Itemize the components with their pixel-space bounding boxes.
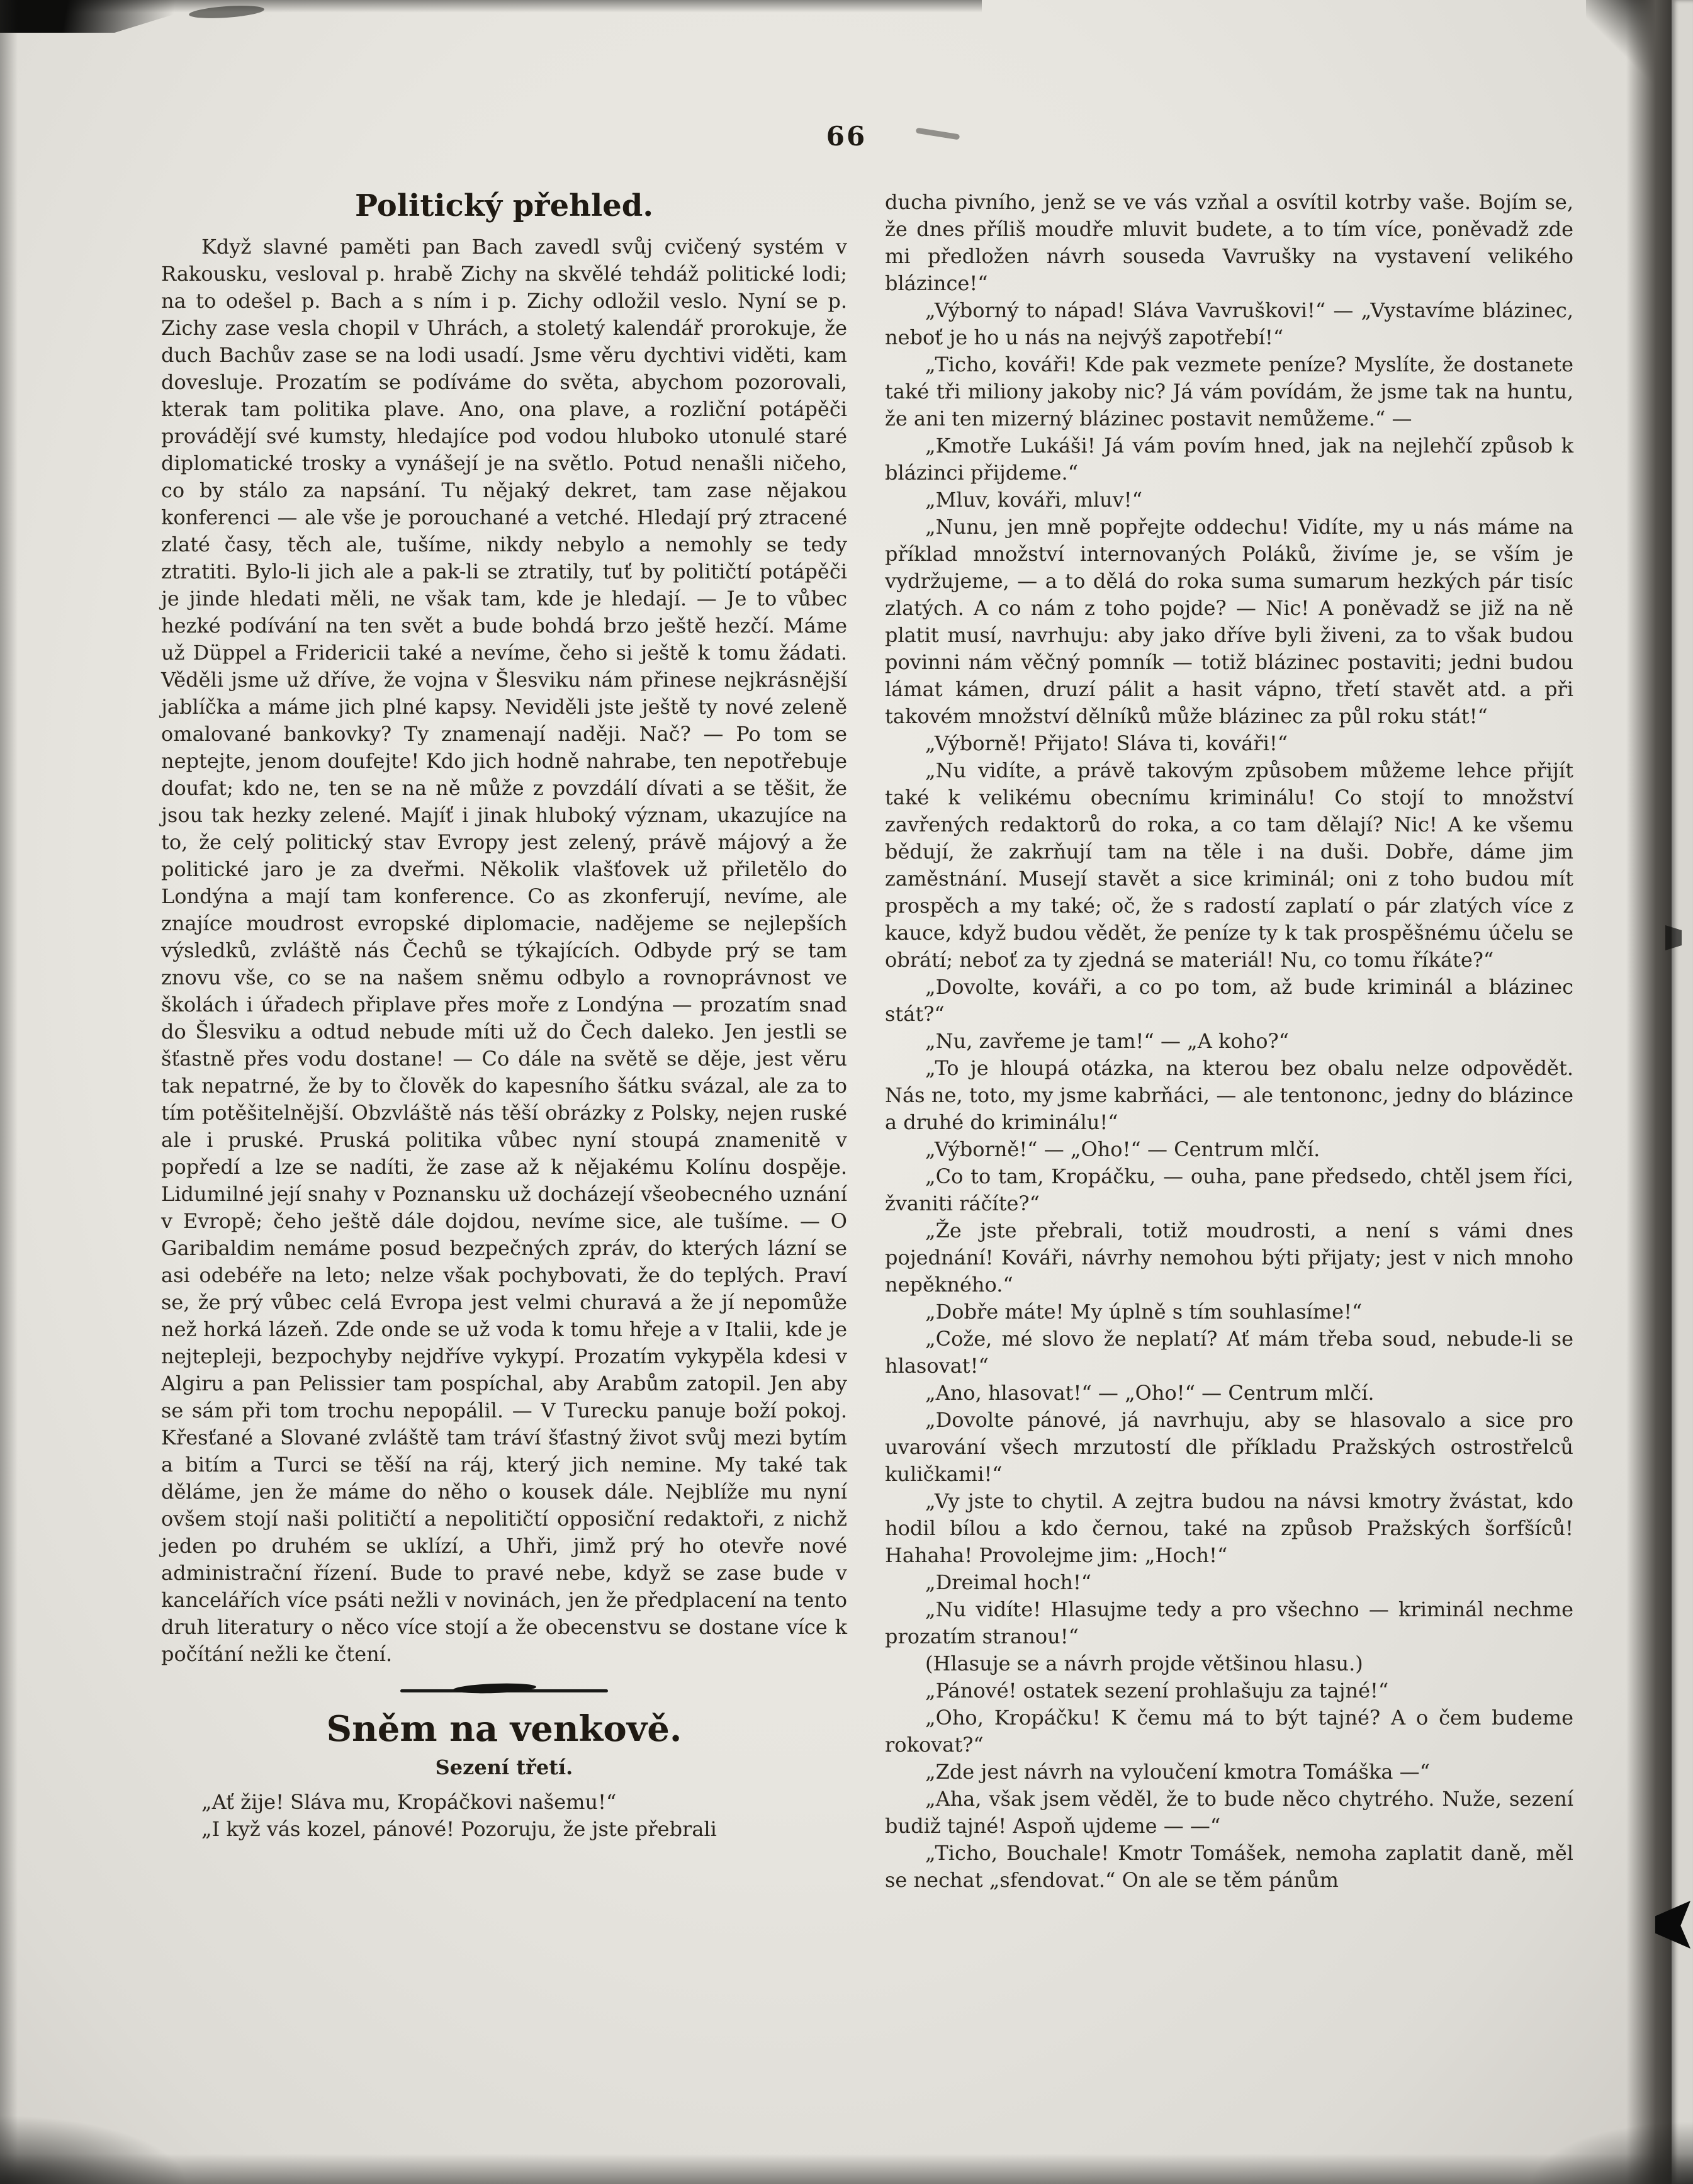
dialogue-line: „Dobře máte! My úplně s tím souhlasíme!“ (925, 1300, 1363, 1324)
dialogue-line: „Ticho, Bouchale! Kmotr Tomášek, nemoha zaplatit daně, měl se nechat „sfendovat.“ On ale se těm pánům (885, 1841, 1573, 1892)
article2-title: Sněm na venkově. (326, 1708, 682, 1750)
dialogue-line: „Zde jest návrh na vyloučení kmotra Tomáška —“ (925, 1760, 1430, 1784)
dialogue-line: „I kyž vás kozel, pánové! Pozoruju, že jste přebrali (201, 1816, 717, 1841)
article2-subtitle: Sezení třetí. (435, 1755, 573, 1779)
dialogue-line: „Nu vidíte, a právě takovým způsobem můžeme lehce přijít také k velikému obecnímu kriminálu! Co stojí to množství zavřených redaktorů do roka, a co tam dělají? Nic! A ke všemu bědují, že zakrňují tam na těle i na duši. Dobře, dáme jim zaměstnání. Musejí stavět a sice kriminál; oni z toho budou mít prospěch a my také; oč, že s radostí zaplatí o pár zlatých více z kauce, když budou vědět, že peníze ty k tak prospěšnému účelu se obrátí; neboť za ty zjedná se materiál! Nu, co tomu říkáte?“ (885, 758, 1573, 972)
dialogue-line: „Ticho, kováři! Kde pak vezmete peníze? Myslíte, že dostanete také tři miliony jakoby nic? Já vám povídám, že jsme tak na huntu, že ani ten mizerný blázinec postavit nemůžeme.“ — (885, 352, 1573, 431)
page-edge-shadow-bottom (0, 2154, 1693, 2184)
article-body: Když slavné paměti pan Bach zavedl svůj cvičený systém v Rakousku, vesloval p. hrabě Zichy na skvělé tehdáž politické lodi; na to odešel p. Bach a s ním i p. Zichy odložil veslo. Nyní se p. Zichy zase vesla chopil v Uhrách, a stoletý kalendář prorokuje, že duch Bachův zase se na lodi usadí. Jsme věru dychtivi viděti, kam dovesluje. Prozatím se podíváme do světa, abychom pozorovali, kterak tam politika plave. Ano, ona plave, a rozliční potápěči provádějí své kumsty, hledajíce pod vodou hluboko utonulé staré diplomatické trosky a vynášejí je na světlo. Potud nenašli ničeho, co by stálo za napsání. Tu nějaký dekret, tam zase nějakou konferenci — ale vše je porouchané a vetché. Hledají prý ztracené zlaté časy, těch ale, tušíme, nikdy nebylo a nemohly se tedy ztratiti. Bylo-li jich ale a pak-li se ztratily, tuť by političtí potápěči je jinde hledati měli, ne však tam, kde je hledají. — Je to vůbec hezké podívání na ten svět a bude bohdá brzo ještě hezčí. Máme už Düppel a Fridericii také a nevíme, čeho si ještě k tomu žádati. Věděli jsme už dříve, že vojna v Šlesviku nám přinese nejkrásnější jablíčka a máme jich plné kapsy. Neviděli jste ještě ty nové zeleně omalované bankovky? Ty znamenají naději. Nač? — Po tom se neptejte, jenom doufejte! Kdo jich hodně nahrabe, ten nepotřebuje doufat; kdo ne, ten se na ně může z povzdálí dívati a se těšit, že jsou tak hezky zelené. Majíť i jinak hluboký význam, ukazujíce na to, že celý politický stav Evropy jest zelený, právě májový a že politické jaro je za dveřmi. Několik vlašťovek už přiletělo do Londýna a mají tam konference. Co as zkonferují, nevíme, ale znajíce moudrost evropské diplomacie, nadějeme se nejlepších výsledků, zvláště nás Čechů se týkajících. Odbyde prý se tam znovu vše, co se na našem sněmu odbylo a rovnoprávnost ve školách i úřadech připlave přes moře z Londýna — prozatím snad do Šlesviku a odtud nebude míti už do Čech daleko. Jen jestli se šťastně přes vodu dostane! — Co dále na světě se děje, jest věru tak nepatrné, že by to člověk do kapesního šátku svázal, ale za to tím potěšitelnější. Obzvláště nás těší obrázky z Polsky, nejen ruské ale i pruské. Pruská politika vůbec nyní stoupá znamenitě v popředí a lze se nadíti, že zase až k nějakému Kolínu dospěje. Lidumilné její snahy v Poznansku už docházejí všeobecného uznání v Evropě; čeho ještě dále dojdou, nevíme sice, ale tušíme. — O Garibaldim nemáme posud bezpečných zpráv, do kterých lázní se asi odebéře na leto; nelze však pochybovati, že do teplých. Praví se, že prý vůbec celá Evropa jest velmi churavá a že jí nepomůže než horká lázeň. Zde onde se už voda k tomu hřeje a v Italii, kde je nejtepleji, bezpochyby nejdříve vykypí. Prozatím vykypěla kdesi v Algiru a pan Pelissier tam pospíchal, aby Arabům zatopil. Jen aby se sám při tom trochu nepopálil. — V Turecku panuje boží pokoj. Křesťané a Slované zvláště tam tráví šťastný život svůj mezi bytím a bitím a Turci se těší na ráj, který jich nemine. My také tak děláme, jen že máme do něho o kousek dále. Nejblíže mu nyní ovšem stojí naši političtí a nepolitičtí opposiční redaktoři, z nichž jeden po druhém se uklízí, a Uhři, jimž prý ho otevře nové administrační řízení. Bude to pravé nebe, když se zase bude v kancelářích více psáti nežli v novinách, jen že předplacení na tento druh literatury o něco více stojí a že obecenstvu se dostane více k počítání nežli ke čtení. (161, 235, 847, 1667)
article-title: Politický přehled. (354, 188, 654, 223)
section-divider (400, 1689, 608, 1692)
page-edge-shadow-left (0, 0, 18, 2184)
dialogue-line: „Co to tam, Kropáčku, — ouha, pane předsedo, chtěl jsem říci, žvaniti ráčíte?“ (885, 1164, 1573, 1215)
column-left (161, 189, 847, 1843)
dialogue-line: „Nu vidíte! Hlasujme tedy a pro všechno — kriminál nechme prozatím stranou!“ (885, 1597, 1573, 1648)
dialogue-line: „Aha, však jsem věděl, že to bude něco chytrého. Nuže, sezení budiž tajné! Aspoň ujdeme — —“ (885, 1787, 1573, 1838)
column-right (885, 189, 1573, 1894)
dialogue-line: „Výborně! Přijato! Sláva ti, kováři!“ (925, 731, 1288, 755)
dialogue-line: „To je hloupá otázka, na kterou bez obalu nelze odpovědět. Nás ne, toto, my jsme kabrňáci, — ale tentononc, jedny do blázince a druhé do kriminálu!“ (885, 1056, 1573, 1134)
dialogue-line: „Nunu, jen mně popřejte oddechu! Vidíte, my u nás máme na příklad množství internovaných Poláků, živíme je, se vším je vydržujeme, — a to dělá do roka suma sumarum hezkých pár tisíc zlatých. A co nám z toho pojde? — Nic! A poněvadž se již na ně platit musí, navrhuju: aby jako dříve byli živeni, za to však budou povinni nám věčný pomník — totiž blázinec postaviti; jedni budou lámat kámen, druzí pálit a hasit vápno, třetí stavět atd. a při takovém množství dělníků může blázinec za půl roku stát!“ (885, 515, 1573, 728)
scan-artifact-bottom-left-corner (0, 2115, 189, 2184)
stage-direction: (Hlasuje se a návrh projde většinou hlasu.) (925, 1652, 1363, 1675)
dialogue-line: „Dreimal hoch!“ (925, 1570, 1092, 1594)
dialogue-line: „Oho, Kropáčku! K čemu má to být tajné? A o čem budeme rokovat?“ (885, 1706, 1573, 1757)
dialogue-line: „Ano, hlasovat!“ — „Oho!“ — Centrum mlčí. (925, 1381, 1375, 1405)
scan-artifact-bottom-right-corner (1529, 2121, 1693, 2184)
page-number: 66 (826, 121, 867, 152)
dialogue-line: „Že jste přebrali, totiž moudrosti, a není s vámi dnes pojednání! Kováři, návrhy nemohou býti přijaty; jest v nich mnoho nepěkného.“ (885, 1219, 1573, 1297)
dialogue-line: „Dovolte pánové, já navrhuju, aby se hlasovalo a sice pro uvarování všech mrzutostí dle příkladu Pražských ostrostřelců kuličkami!“ (885, 1408, 1573, 1486)
next-page-edge (1672, 0, 1693, 2184)
dialogue-line: „Pánové! ostatek sezení prohlašuju za tajné!“ (925, 1679, 1389, 1703)
dialogue-line: „Vy jste to chytil. A zejtra budou na návsi kmotry žvástat, kdo hodil bílou a kdo černou, také na způsob Pražských šorfšíců! Hahaha! Provolejme jim: „Hoch!“ (885, 1489, 1573, 1567)
dialogue-line: „Výborný to nápad! Sláva Vavruškovi!“ — „Vystavíme blázinec, neboť je ho u nás na nejvýš zapotřebí!“ (885, 298, 1573, 349)
dialogue-line: „Výborně!“ — „Oho!“ — Centrum mlčí. (925, 1137, 1320, 1161)
dialogue-line: „Dovolte, kováři, a co po tom, až bude kriminál a blázinec stát?“ (885, 975, 1573, 1026)
dialogue-line: „Cože, mé slovo že neplatí? Ať mám třeba soud, nebude-li se hlasovat!“ (885, 1327, 1573, 1378)
dialogue-line: „Mluv, kováři, mluv!“ (925, 488, 1142, 512)
dialogue-line: „Ať žije! Sláva mu, Kropáčkovi našemu!“ (201, 1789, 617, 1814)
scan-artifact-top-left-smudge (0, 0, 220, 33)
dialogue-continuation: ducha pivního, jenž se ve vás vzňal a osvítil kotrby vaše. Bojím se, že dnes příliš moudře mluvit budete, a to tím více, poněvadž zde mi předložen návrh souseda Vavrušky na vystavení velikého blázince!“ (885, 190, 1573, 295)
dialogue-line: „Nu, zavřeme je tam!“ — „A koho?“ (925, 1029, 1290, 1053)
dialogue-line: „Kmotře Lukáši! Já vám povím hned, jak na nejlehčí způsob k blázinci přijdeme.“ (885, 434, 1573, 485)
page-edge-shadow-right (1626, 0, 1672, 2184)
